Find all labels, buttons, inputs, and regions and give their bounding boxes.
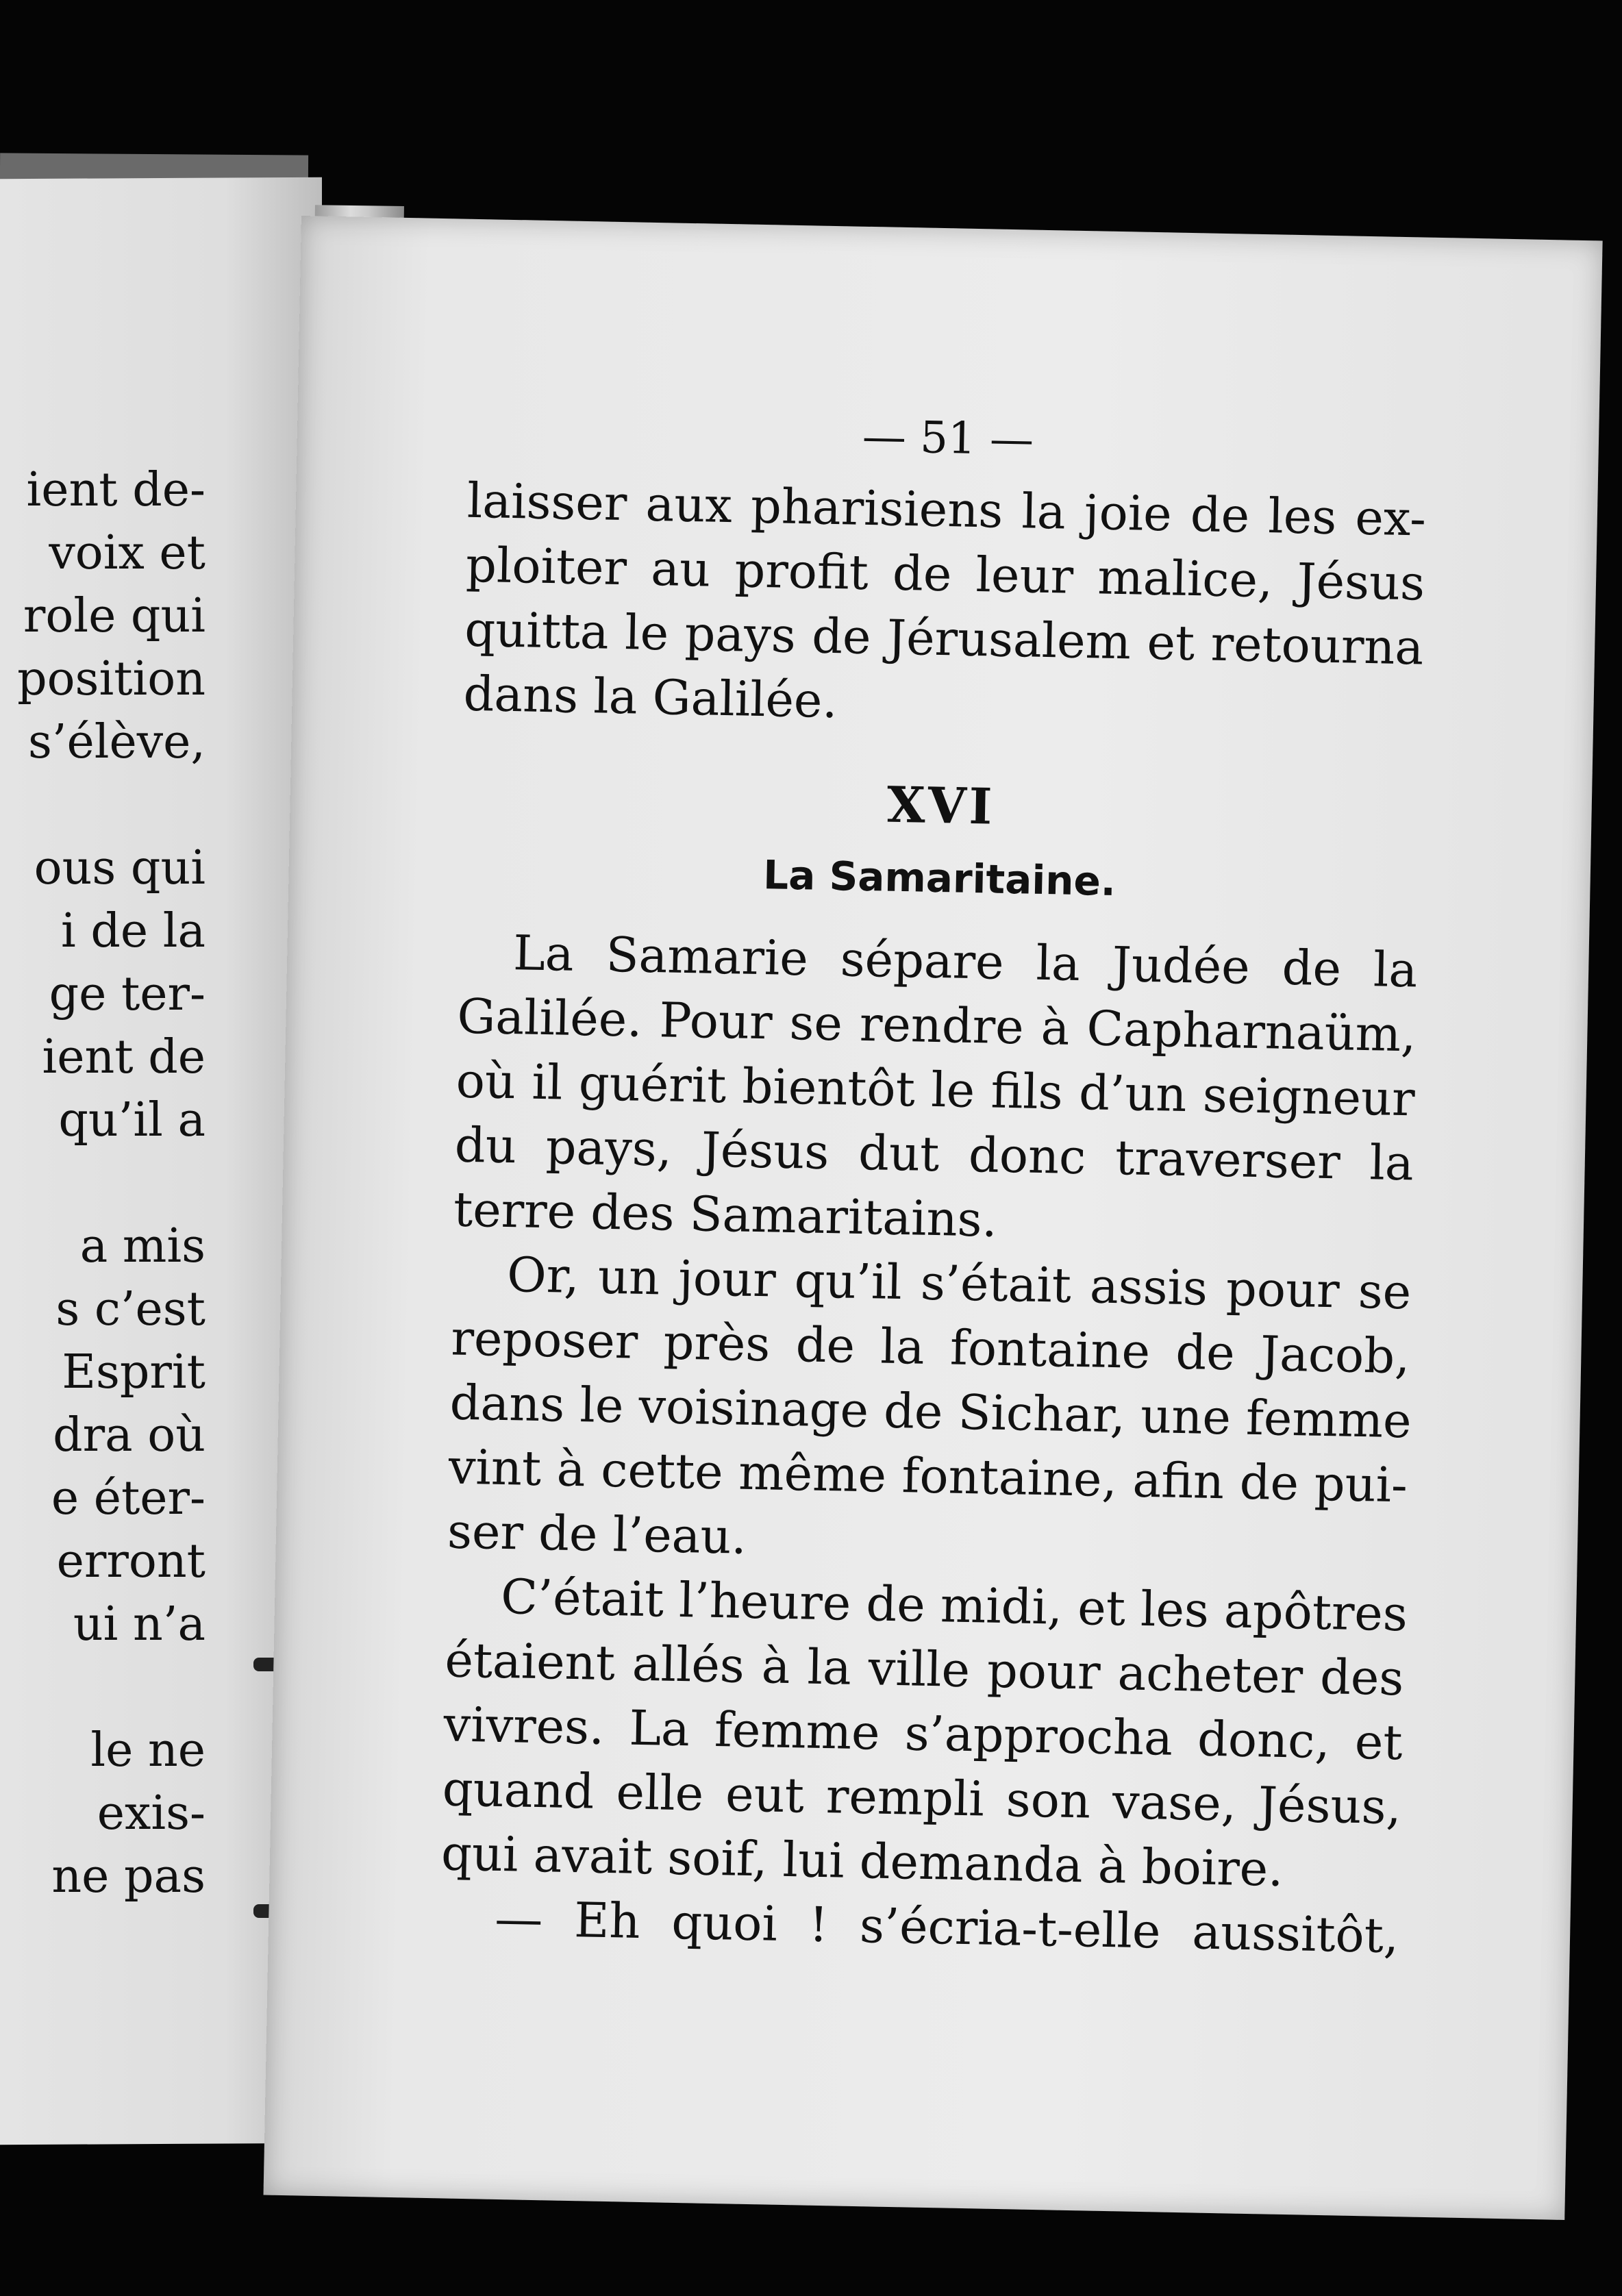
text-line: vint à cette même fontaine, afin de pui- bbox=[448, 1438, 1408, 1514]
left-line: ient de bbox=[42, 1030, 205, 1084]
left-line: Esprit bbox=[62, 1345, 205, 1399]
text-line: terre des Samaritains. bbox=[453, 1181, 998, 1248]
text-line: dans le voisinage de Sichar, une femme bbox=[449, 1374, 1412, 1449]
text-line: — Eh quoi ! s’écria-t-elle aussitôt, bbox=[494, 1890, 1399, 1964]
text-line: étaient allés à la ville pour acheter des bbox=[444, 1632, 1405, 1707]
left-gap bbox=[0, 1656, 205, 1719]
left-line: role qui bbox=[23, 589, 205, 643]
text-line: dans la Galilée. bbox=[462, 665, 838, 729]
page-content bbox=[439, 404, 1427, 1968]
paragraph-1 bbox=[453, 920, 1418, 1260]
left-line: position bbox=[17, 652, 205, 706]
left-line: dra où bbox=[53, 1408, 205, 1462]
text-line: où il guérit bientôt le fils d’un seigneur bbox=[456, 1052, 1416, 1127]
opening-paragraph bbox=[463, 469, 1427, 745]
paragraph-2 bbox=[447, 1242, 1412, 1582]
chapter-title: La Samaritaine. bbox=[762, 851, 1116, 905]
text-line: laisser aux pharisiens la joie de les ex- bbox=[466, 472, 1427, 547]
paragraph-3 bbox=[440, 1563, 1406, 1904]
left-line: ge ter- bbox=[49, 967, 205, 1021]
left-line: exis- bbox=[97, 1786, 205, 1840]
left-line: voix et bbox=[49, 526, 205, 580]
text-line: ploiter au profit de leur malice, Jésus bbox=[465, 536, 1425, 612]
text-line: Galilée. Pour se rendre à Capharnaüm, bbox=[456, 988, 1417, 1063]
text-line: Or, un jour qu’il s’était assis pour se bbox=[506, 1247, 1412, 1321]
text-line: La Samarie sépare la Judée de la bbox=[512, 925, 1418, 999]
left-line: e éter- bbox=[51, 1471, 205, 1525]
left-gap bbox=[0, 1152, 205, 1215]
text-line: C’était l’heure de midi, et les apôtres bbox=[500, 1568, 1408, 1643]
left-line: a mis bbox=[79, 1219, 205, 1273]
text-line: quand elle eut rempli son vase, Jésus, bbox=[442, 1760, 1402, 1836]
chapter-number: XVI bbox=[886, 775, 996, 836]
left-line: le ne bbox=[90, 1723, 205, 1777]
left-line: s’élève, bbox=[27, 715, 205, 769]
page-number: — 51 — bbox=[862, 411, 1034, 466]
left-gap bbox=[0, 774, 205, 837]
left-line: erront bbox=[56, 1534, 205, 1588]
text-line: du pays, Jésus dut donc traverser la bbox=[454, 1116, 1414, 1192]
text-line: vivres. La femme s’approcha donc, et bbox=[442, 1696, 1403, 1771]
left-line: ui n’a bbox=[73, 1597, 205, 1651]
text-line: quitta le pays de Jérusalem et retourna bbox=[464, 601, 1424, 676]
text-line: reposer près de la fontaine de Jacob, bbox=[450, 1310, 1411, 1385]
left-line: i de la bbox=[60, 904, 205, 958]
left-page-text bbox=[0, 459, 205, 1908]
text-line: ser de l’eau. bbox=[447, 1503, 747, 1565]
left-line: ous qui bbox=[34, 841, 205, 895]
text-line: qui avait soif, lui demanda à boire. bbox=[440, 1825, 1284, 1897]
right-page bbox=[264, 216, 1603, 2220]
left-line: ient de- bbox=[26, 463, 205, 517]
left-line: ne pas bbox=[51, 1849, 205, 1904]
left-line: s c’est bbox=[55, 1282, 205, 1336]
left-line: qu’il a bbox=[58, 1093, 205, 1147]
